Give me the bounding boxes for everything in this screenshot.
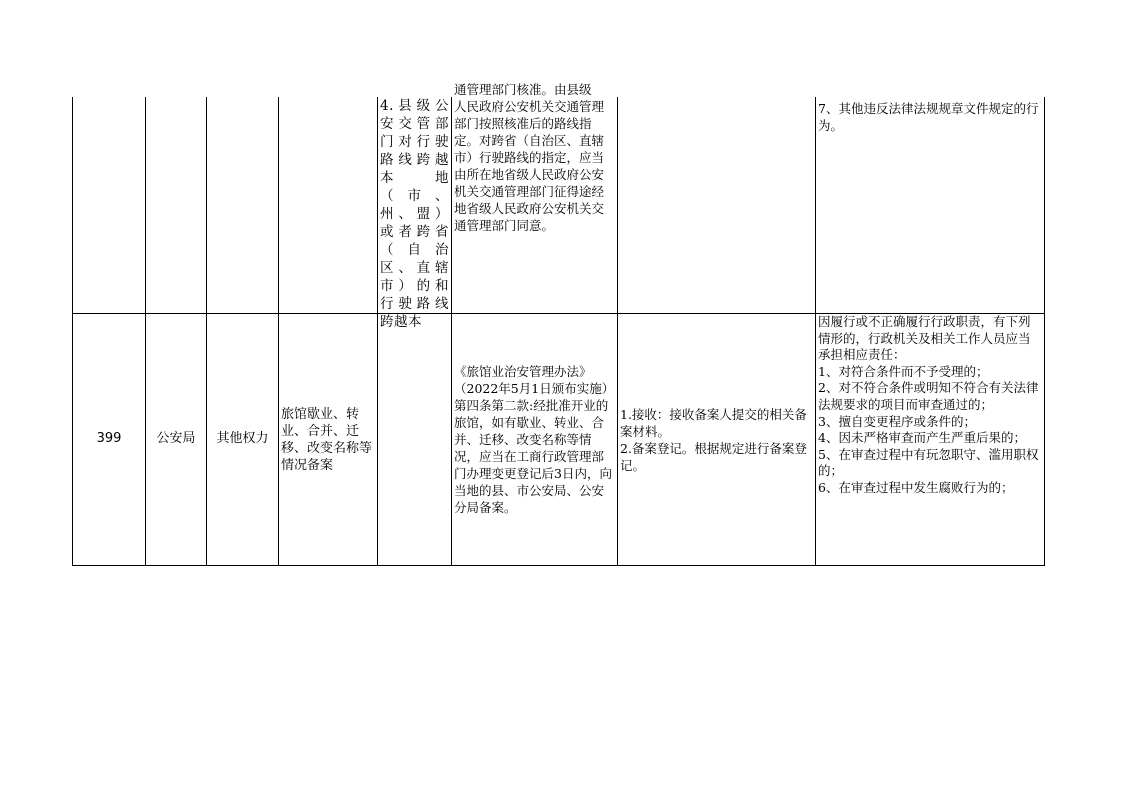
prev-row-basis-text: 人民政府公安机关交通管理部门按照核准后的路线指定。对跨省（自治区、直辖市）行驶路线的指定，应当由所在地省级人民政府公安机关交通管理部门征得途经地省级人民政府公安机关交通管理部门同意。: [454, 99, 605, 233]
table-border-bottom: [72, 565, 1045, 566]
process-steps: [620, 406, 814, 474]
responsibility-intro: 因履行或不正确履行行政职责，有下列情形的，行政机关及相关工作人员应当承担相应责任：: [818, 314, 1031, 363]
basis-cell: [454, 314, 616, 565]
prev-row-condition-text: 4.县级公安交管部门对行驶路线跨越本地（市、州、盟）或者跨省（自治区、直辖市）的和行驶路线跨越本: [380, 98, 449, 330]
responsibility-cell: [818, 314, 1042, 565]
legal-basis-text: 《旅馆业治安管理办法》（2022年5月1日颁布实施）第四条第二款:经批准开业的旅馆，如有歇业、转业、合并、迁移、改变名称等情况，应当在工商行政管理部门办理变更登记后3日内，向当地的县、市公安局、公安分局备案。: [454, 364, 615, 515]
item-name-cell: [281, 314, 375, 565]
responsibility-table: [72, 82, 1045, 566]
prev-row-basis-clipped-text: 通管理部门核准。由县级: [454, 82, 592, 97]
column-divider: [278, 97, 279, 566]
responsibility-item: 5、在审查过程中有玩忽职守、滥用职权的；: [818, 446, 1039, 479]
column-divider: [617, 97, 618, 566]
table-border-right: [1044, 97, 1045, 566]
prev-row-responsibility-cell: [818, 100, 1042, 310]
responsibility-item: 3、擅自变更程序或条件的；: [818, 413, 976, 429]
department-cell: [146, 314, 206, 565]
row-number: 399: [96, 431, 122, 447]
prev-row-condition-cell: [380, 97, 449, 330]
power-type-cell: [207, 314, 278, 565]
department-name: 公安局: [156, 431, 196, 447]
responsibility-item: 4、因未严格审查而产生严重后果的；: [818, 430, 1026, 446]
power-type: 其他权力: [216, 431, 269, 447]
row-number-cell: [73, 314, 145, 565]
process-step: 2.备案登记。根据规定进行备案登记。: [620, 440, 807, 473]
responsibility-list: [818, 314, 1042, 497]
column-divider: [815, 97, 816, 566]
process-cell: [620, 314, 814, 565]
column-divider: [451, 97, 452, 566]
item-name: 旅馆歇业、转业、合并、迁移、改变名称等情况备案: [281, 406, 373, 473]
process-step: 1.接收：接收备案人提交的相关备案材料。: [620, 406, 807, 439]
responsibility-item: 6、在审查过程中发生腐败行为的；: [818, 479, 1014, 495]
prev-row-responsibility-text: 7、其他违反法律法规规章文件规定的行为。: [818, 101, 1039, 133]
empty-condition-cell: [378, 314, 451, 565]
prev-row-basis-cell: [454, 82, 616, 313]
responsibility-item: 1、对符合条件而不予受理的；: [818, 363, 989, 379]
responsibility-item: 2、对不符合条件或明知不符合有关法律法规要求的项目而审查通过的；: [818, 380, 1039, 412]
